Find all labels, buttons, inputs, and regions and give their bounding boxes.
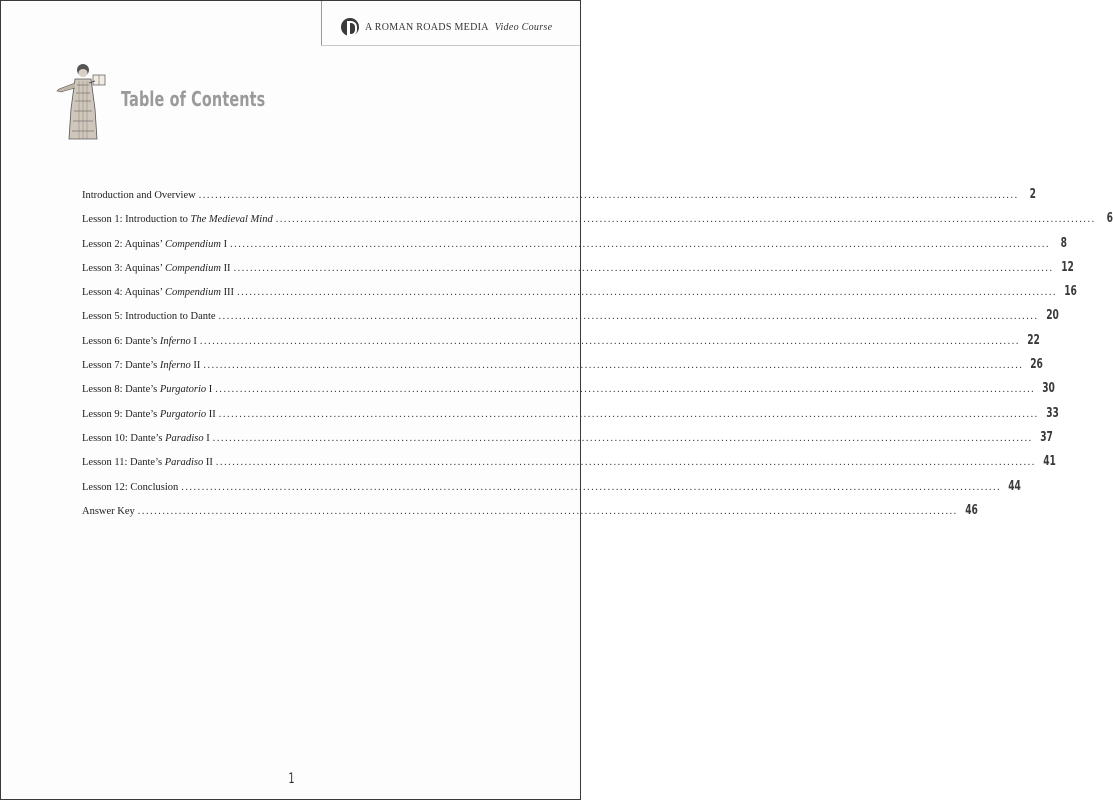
toc-dot-leader: ........................................................................................................................................................................................................ [218,311,1039,323]
toc-entry [82,454,1056,478]
toc-entry-work-title: Compendium [164,262,221,274]
toc-entry-title [82,409,216,420]
toc-entry-title-text: Lesson 5: Introduction to Dante [82,311,216,323]
toc-dot-leader: ........................................................................................................................................................................................................ [215,384,1036,396]
toc-entry-page: 22 [1027,332,1040,348]
toc-entry-title-text: Lesson 8: Dante’s [82,384,160,396]
toc-entry-title [82,263,231,274]
toc-entry-part-number: II [220,262,231,274]
toc-entry-title-text: Lesson 12: Conclusion [82,481,179,493]
toc-entry-title-text: Lesson 1: Introduction to [82,214,191,226]
toc-entry-page: 26 [1030,357,1044,373]
toc-entry-work-title: Inferno [159,335,191,347]
toc-dot-leader: ........................................................................................................................................................................................................ [275,214,1096,226]
brand-header [341,18,552,36]
toc-entry-page: 20 [1045,308,1059,324]
toc-entry-title [82,287,234,298]
toc-entry-page: 12 [1060,259,1074,275]
toc-entry-title-text: Lesson 9: Dante’s [82,408,160,420]
toc-dot-leader: ........................................................................................................................................................................................................ [230,238,1051,250]
toc-entry-title [82,384,212,395]
toc-entry [82,259,1074,284]
toc-entry-title-text: Lesson 3: Aquinas’ [82,262,165,274]
toc-dot-leader: ........................................................................................................................................................................................................ [203,360,1024,372]
toc-entry-part-number: II [190,360,201,372]
toc-entry-title-text: Answer Key [82,505,135,517]
toc-entry-page: 46 [964,502,978,518]
toc-entry-part-number: I [206,384,213,396]
page-number: 1 [288,771,295,787]
toc-entry [82,381,1056,405]
toc-entry-title [82,239,227,250]
toc-entry-title [82,311,216,322]
toc-entry-page: 6 [1106,211,1113,227]
toc-entry-page: 2 [1029,187,1036,202]
toc-entry-page: 41 [1043,454,1056,470]
toc-entry-part-number: II [203,457,213,469]
toc-entry-part-number: III [220,287,235,299]
header-horizontal-rule [321,45,580,46]
toc-entry-title [82,190,196,201]
toc-entry-title [82,457,213,468]
toc-entry-page: 44 [1008,478,1022,494]
toc-entry [82,187,1036,211]
toc-entry [82,332,1040,357]
toc-entry [82,405,1059,430]
toc-dot-leader: ........................................................................................................................................................................................................ [212,432,1033,444]
toc-entry-page: 8 [1060,235,1068,251]
toc-entry [82,502,978,527]
toc-entry-work-title: Paradiso [164,457,204,469]
medieval-scholar-illustration [53,61,113,141]
toc-entry-title [82,336,197,347]
toc-dot-leader: ........................................................................................................................................................................................................ [218,408,1039,420]
toc-dot-leader: ........................................................................................................................................................................................................ [198,190,1019,201]
toc-entry [82,235,1068,260]
toc-entry-work-title: Paradiso [165,432,204,444]
roman-roads-logo-icon [341,18,359,36]
toc-entry-part-number: II [206,408,216,420]
toc-entry-work-title: Purgatorio [159,384,207,396]
toc-entry-title [82,482,178,493]
toc-entry-title [82,506,135,517]
toc-entry-part-number: I [190,335,197,347]
toc-entry-work-title: Inferno [159,360,191,372]
toc-entry-title-text: Lesson 6: Dante’s [82,335,160,347]
toc-entry-title-text: Lesson 4: Aquinas’ [82,287,165,299]
toc-entry-title-text: Lesson 2: Aquinas’ [82,238,165,250]
toc-entry-part-number: I [220,238,228,250]
page-title: Table of Contents [121,87,266,111]
toc-entry-page: 16 [1064,284,1077,300]
toc-entry-title-text: Lesson 11: Dante’s [82,457,165,469]
toc-entry-title-text: Introduction and Overview [82,190,196,201]
toc-entry-title-text: Lesson 7: Dante’s [82,360,160,372]
toc-entry [82,211,1113,235]
toc-entry-work-title: Compendium [164,238,221,250]
toc-entry-title-text: Lesson 10: Dante’s [82,432,166,444]
toc-entry-work-title: The Medieval Mind [190,214,273,226]
header-vertical-rule [321,1,322,45]
table-of-contents [82,187,1113,527]
toc-entry [82,357,1044,381]
toc-dot-leader: ........................................................................................................................................................................................................ [199,335,1020,347]
toc-entry-title [82,433,210,444]
toc-dot-leader: ........................................................................................................................................................................................................ [137,505,958,517]
brand-sub-text: Video Course [494,21,553,33]
toc-entry-work-title: Purgatorio [159,408,207,420]
toc-entry [82,429,1053,454]
toc-dot-leader: ........................................................................................................................................................................................................ [215,457,1036,469]
toc-entry-page: 37 [1039,429,1053,445]
toc-entry-page: 30 [1042,381,1056,397]
toc-dot-leader: ........................................................................................................................................................................................................ [181,481,1002,493]
toc-entry-part-number: I [203,432,210,444]
toc-entry-title [82,360,200,371]
brand-main-text: A ROMAN ROADS MEDIA [365,21,489,33]
toc-entry [82,308,1059,332]
toc-entry-page: 33 [1045,405,1059,421]
toc-entry-title [82,214,273,225]
toc-entry [82,284,1077,308]
toc-dot-leader: ........................................................................................................................................................................................................ [237,287,1058,299]
toc-entry-work-title: Compendium [164,287,221,299]
toc-entry [82,478,1022,503]
toc-dot-leader: ........................................................................................................................................................................................................ [233,262,1054,274]
